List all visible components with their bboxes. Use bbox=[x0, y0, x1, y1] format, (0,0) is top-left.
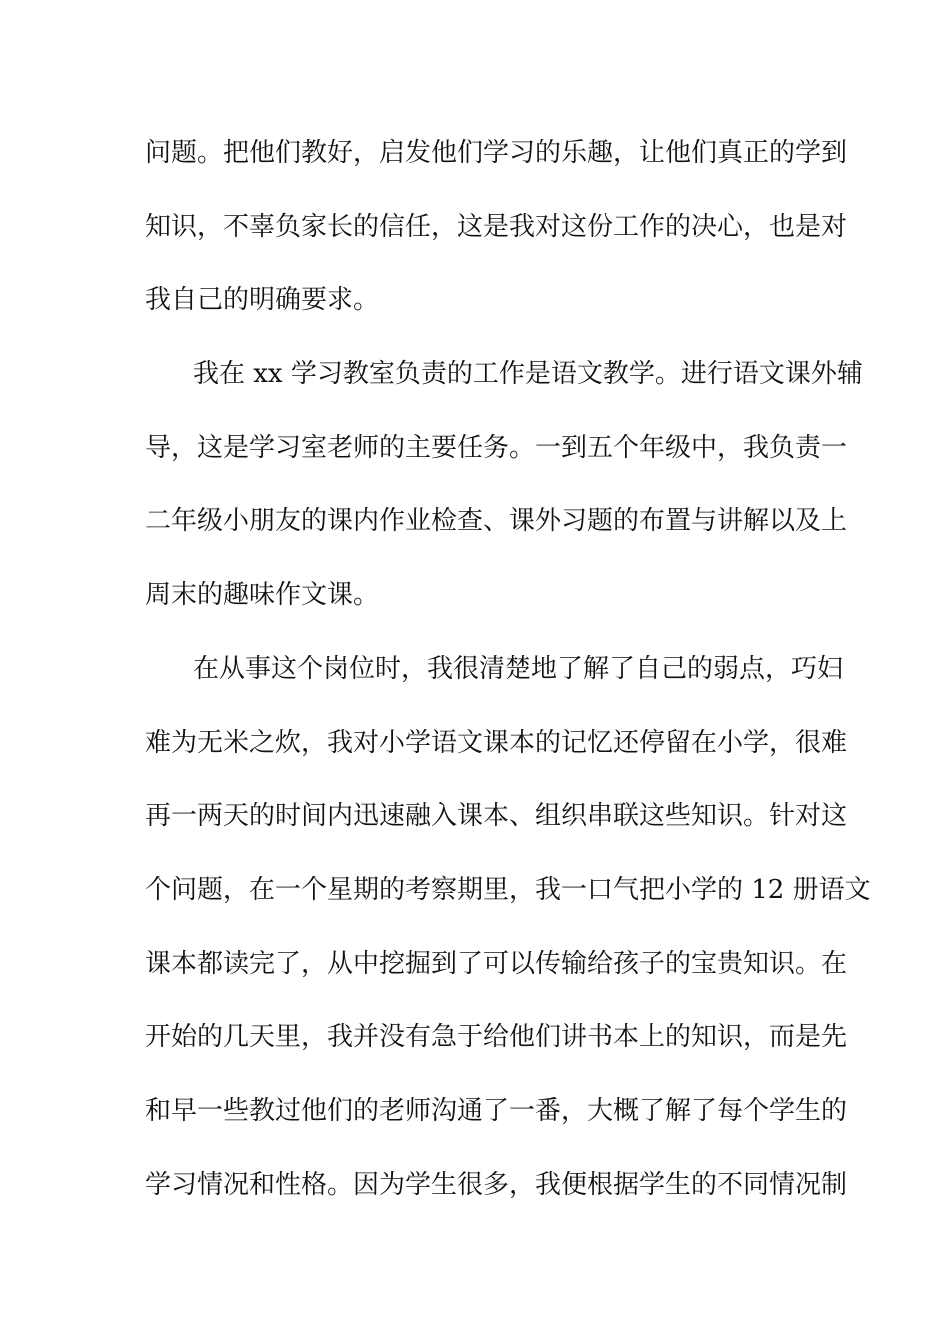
paragraph-line: 课本都读完了，从中挖掘到了可以传输给孩子的宝贵知识。在 bbox=[145, 948, 848, 979]
paragraph-line: 个问题，在一个星期的考察期里，我一口气把小学的 12 册语文 bbox=[145, 874, 871, 905]
document-body bbox=[145, 128, 871, 1233]
paragraph-line: 和早一些教过他们的老师沟通了一番，大概了解了每个学生的 bbox=[145, 1095, 848, 1126]
paragraph-line: 学习情况和性格。因为学生很多，我便根据学生的不同情况制 bbox=[145, 1169, 848, 1200]
paragraph-line: 再一两天的时间内迅速融入课本、组织串联这些知识。针对这 bbox=[145, 801, 848, 832]
paragraph-line: 在从事这个岗位时，我很清楚地了解了自己的弱点，巧妇 bbox=[193, 653, 844, 684]
paragraph-line: 周末的趣味作文课。 bbox=[145, 580, 380, 611]
paragraph-line: 难为无米之炊，我对小学语文课本的记忆还停留在小学，很难 bbox=[145, 727, 848, 758]
paragraph-line: 导，这是学习室老师的主要任务。一到五个年级中，我负责一 bbox=[145, 432, 848, 463]
paragraph-line: 二年级小朋友的课内作业检查、课外习题的布置与讲解以及上 bbox=[145, 506, 848, 537]
paragraph-line: 问题。把他们教好，启发他们学习的乐趣，让他们真正的学到 bbox=[145, 138, 848, 168]
paragraph-line: 开始的几天里，我并没有急于给他们讲书本上的知识，而是先 bbox=[145, 1022, 848, 1053]
paragraph-line: 我在 xx 学习教室负责的工作是语文教学。进行语文课外辅 bbox=[193, 359, 863, 390]
paragraph-line: 知识，不辜负家长的信任，这是我对这份工作的决心，也是对 bbox=[145, 211, 848, 242]
paragraph-line: 我自己的明确要求。 bbox=[145, 285, 380, 316]
